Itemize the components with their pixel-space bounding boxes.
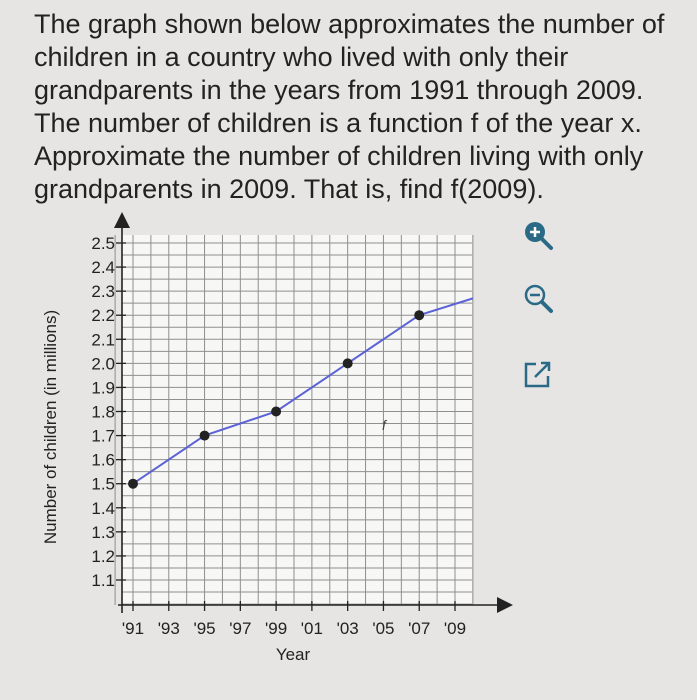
y-tick-label: 2.1 xyxy=(91,330,115,350)
y-tick-label: 1.7 xyxy=(91,426,115,446)
x-tick-label: '01 xyxy=(300,619,323,638)
y-tick-label: 1.8 xyxy=(91,402,115,422)
y-tick-label: 1.2 xyxy=(91,546,115,566)
question-text: The graph shown below approximates the number of children in a country who lived with only their grandparents in the years from 1991 through 2009. The number of children is a function f of the year x. Approximate the number of children living with only grandparents in 2009. That is, find f(2009). xyxy=(34,9,665,204)
data-point xyxy=(200,431,210,441)
x-axis-ticks xyxy=(122,601,466,638)
external-link-icon xyxy=(518,355,558,395)
zoom-in-button[interactable] xyxy=(518,215,558,255)
x-tick-label: '07 xyxy=(408,619,431,638)
chart-grid xyxy=(115,235,473,605)
data-point xyxy=(271,407,281,417)
y-tick-label: 1.9 xyxy=(91,378,115,398)
y-tick-label: 2.2 xyxy=(91,306,115,326)
x-tick-label: '95 xyxy=(193,619,216,638)
x-tick-label: '99 xyxy=(265,619,288,638)
zoom-in-icon xyxy=(518,215,558,255)
x-tick-label: '03 xyxy=(336,619,359,638)
open-new-window-button[interactable] xyxy=(518,355,558,395)
x-tick-label: '91 xyxy=(121,619,145,638)
y-tick-label: 2.5 xyxy=(91,234,115,253)
y-tick-label: 2.3 xyxy=(91,282,115,302)
data-point xyxy=(128,479,138,489)
x-tick-label: '93 xyxy=(157,619,180,638)
y-tick-label: 2.4 xyxy=(91,258,115,278)
y-axis-title: Number of children (in millions) xyxy=(41,309,60,545)
x-tick-label: '09 xyxy=(443,619,467,638)
y-tick-label: 2.0 xyxy=(91,354,115,374)
y-tick-label: 1.1 xyxy=(91,571,115,590)
data-point xyxy=(414,310,424,320)
curve-label: f xyxy=(382,417,386,433)
x-tick-label: '97 xyxy=(229,619,252,638)
x-tick-label: '05 xyxy=(372,619,395,638)
y-tick-label: 1.5 xyxy=(91,474,115,494)
y-tick-label: 1.6 xyxy=(91,450,115,470)
y-tick-label: 1.3 xyxy=(91,522,115,542)
data-point xyxy=(343,358,353,368)
y-tick-label: 1.4 xyxy=(91,498,115,518)
zoom-out-icon xyxy=(518,278,558,318)
zoom-out-button[interactable] xyxy=(518,278,558,318)
x-axis-title: Year xyxy=(275,645,311,664)
y-axis-ticks xyxy=(91,234,126,590)
